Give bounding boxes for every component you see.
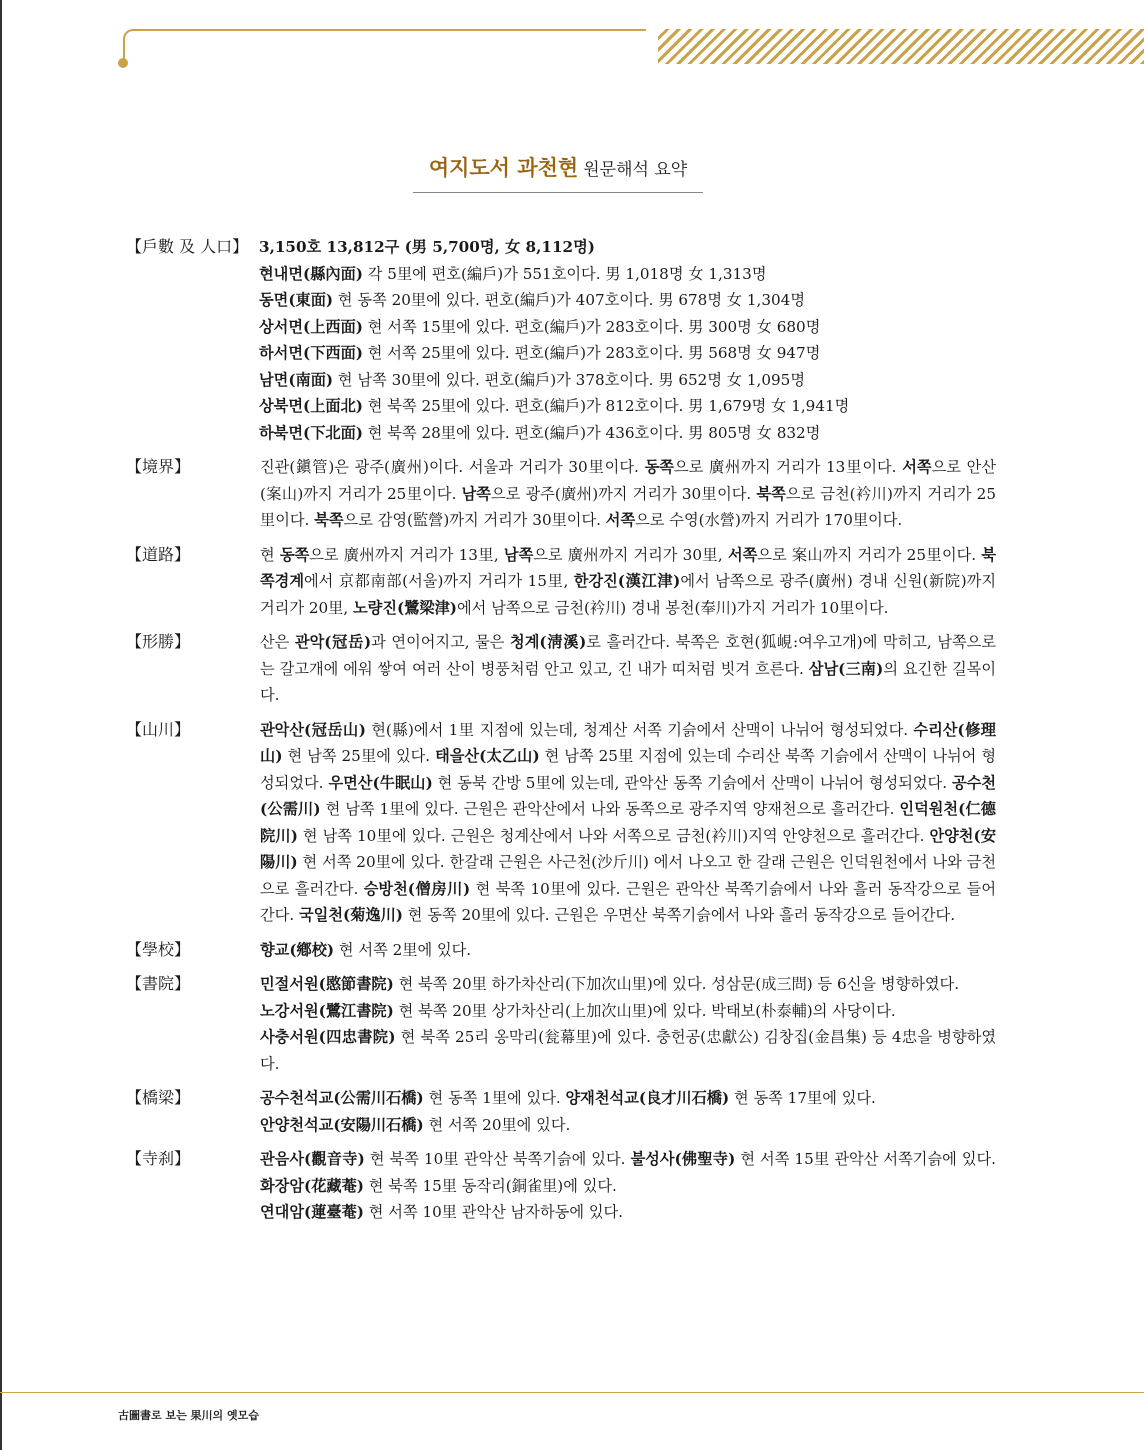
section-label-roads: 【道路】 — [126, 544, 191, 564]
footer-rule — [0, 1392, 1144, 1393]
section-body-temples: 관음사(觀音寺) 현 북쪽 10里 관악산 북쪽기슭에 있다. 불성사(佛聖寺) 현 서쪽 15里 관악산 서쪽기슭에 있다. 화장암(花藏菴) 현 북쪽 15里 동작리(銅雀里)에 있다. 연대암(蓮臺菴) 현 서쪽 10里 관악산 남자하동에 있다. — [260, 1150, 996, 1221]
section-body-academies: 민절서원(愍節書院) 현 북쪽 20里 하가차산리(下加次山里)에 있다. 성삼문(成三問) 등 6신을 병향하였다. 노강서원(鷺江書院) 현 북쪽 20里 상가차산리(上加次山里)에 있다. 박태보(朴泰輔)의 사당이다. 사충서원(四忠書院) 현 북쪽 25리 옹막리(瓮幕里)에 있다. 충헌공(忠獻公) 김창집(金昌集) 등 4忠을 병향하였다. — [260, 975, 996, 1073]
section-body-mountains: 관악산(冠岳山) 현(縣)에서 1里 지점에 있는데, 청계산 서쪽 기슭에서 산맥이 나뉘어 형성되었다. 수리산(修理山) 현 남쪽 25里에 있다. 태을산(太乙山) 현 남쪽 25里 지점에 있는데 수리산 북쪽 기슭에서 산맥이 나뉘어 형성되었다. 우면산(牛眠山) 현 동북 간방 5里에 있는데, 관악산 동쪽 기슭에서 산맥이 나뉘어 형성되었다. 공수천(公需川) 현 남쪽 1里에 있다. 근원은 관악산에서 나와 동쪽으로 광주지역 양재천으로 흘러간다. 인덕원천(仁德院川) 현 남쪽 10里에 있다. 근원은 청계산에서 나와 서쪽으로 금천(衿川)지역 안양천으로 흘러간다. 안양천(安陽川) 현 서쪽 20里에 있다. 한갈래 근원은 사근천(沙斤川) 에서 나오고 한 갈래 근원은 인덕원천에서 나와 금천으로 흘러간다. 승방천(僧房川) 현 북쪽 10里에 있다. 근원은 관악산 북쪽기슭에서 나와 흘러 동작강으로 들어간다. 국일천(菊逸川) 현 동쪽 20里에 있다. 근원은 우면산 북쪽기슭에서 나와 흘러 동작강으로 들어간다. — [260, 720, 997, 924]
section-label-school: 【學校】 — [126, 939, 191, 959]
district-row — [259, 340, 996, 367]
section-label-bridges: 【橋梁】 — [126, 1088, 191, 1107]
section-roads — [126, 542, 996, 622]
section-body-boundary: 진관(鎭管)은 광주(廣州)이다. 서울과 거리가 30里이다. 동쪽으로 廣州까지 거리가 13里이다. 서쪽으로 안산(案山)까지 거리가 25里이다. 남쪽으로 광주(廣州)까지 거리가 30里이다. 북쪽으로 금천(衿川)까지 거리가 25里이다. 북쪽으로 감영(監營)까지 거리가 30里이다. 서쪽으로 수영(水營)까지 거리가 170里이다. — [260, 458, 996, 529]
section-label-temples: 【寺刹】 — [126, 1149, 191, 1168]
left-border — [0, 0, 2, 1450]
section-terrain — [126, 629, 996, 709]
district-name: 남면(南面) — [259, 370, 334, 389]
section-label-terrain: 【形勝】 — [126, 632, 191, 651]
population-total: 3,150호 13,812구 (男 5,700명, 女 8,112명) — [259, 238, 595, 256]
title-sub: 원문해석 요약 — [583, 160, 688, 180]
district-detail: 현 북쪽 28里에 있다. 편호(編戶)가 436호이다. 男 805명 女 832명 — [362, 423, 821, 442]
section-label-population: 【戶數 及 人口】 — [126, 237, 249, 256]
section-academies — [126, 971, 996, 1077]
district-row — [259, 287, 996, 314]
section-bridges — [126, 1085, 996, 1138]
document-body — [126, 234, 996, 1234]
district-row — [259, 420, 996, 447]
district-name: 동면(東面) — [259, 291, 334, 309]
section-boundary — [126, 454, 996, 534]
district-detail: 현 서쪽 15里에 있다. 편호(編戶)가 283호이다. 男 300명 女 680명 — [362, 317, 821, 336]
section-label-mountains: 【山川】 — [126, 719, 191, 739]
district-row — [259, 261, 996, 288]
district-detail: 현 남쪽 30里에 있다. 편호(編戶)가 378호이다. 男 652명 女 1,095명 — [333, 370, 805, 389]
section-population — [126, 234, 996, 446]
section-body-terrain: 산은 관악(冠岳)과 연이어지고, 물은 청계(淸溪)로 흘러간다. 북쪽은 호현(狐峴:여우고개)에 막히고, 남쪽으로는 갈고개에 에워 쌓여 여러 산이 병풍처럼 안고 있고, 긴 내가 띠처럼 빗겨 흐른다. 삼남(三南)의 요긴한 길목이다. — [260, 633, 996, 704]
district-row — [259, 393, 996, 420]
district-name: 하서면(下西面) — [259, 344, 363, 362]
section-body-roads: 현 동쪽으로 廣州까지 거리가 13里, 남쪽으로 廣州까지 거리가 30里, 서쪽으로 案山까지 거리가 25里이다. 북쪽경계에서 京都南部(서울)까지 거리가 15里, 한강진(漢江津)에서 남쪽으로 광주(廣州) 경내 신원(新院)까지 거리가 20里, 노량진(鷺梁津)에서 남쪽으로 금천(衿川) 경내 봉천(奉川)가지 거리가 10里이다. — [260, 545, 996, 617]
section-school — [126, 937, 996, 964]
district-name: 상북면(上面北) — [259, 397, 363, 415]
section-mountains — [126, 717, 996, 929]
header-decoration-line — [123, 29, 646, 65]
footer-text: 古圖書로 보는 果川의 옛모습 — [118, 1409, 259, 1422]
district-name: 상서면(上西面) — [259, 317, 363, 336]
page-title — [413, 152, 703, 193]
section-label-academies: 【書院】 — [126, 974, 191, 993]
district-detail: 각 5里에 편호(編戶)가 551호이다. 男 1,018명 女 1,313명 — [362, 264, 767, 283]
district-row — [259, 367, 996, 394]
header-decoration-dot — [118, 58, 128, 68]
district-detail: 현 서쪽 25里에 있다. 편호(編戶)가 283호이다. 男 568명 女 947명 — [362, 344, 821, 362]
section-temples — [126, 1146, 996, 1226]
district-name: 하북면(下北面) — [259, 423, 363, 442]
section-body-school: 향교(鄕校) 현 서쪽 2里에 있다. — [260, 940, 472, 959]
district-name: 현내면(縣內面) — [259, 264, 363, 283]
title-main: 여지도서 과천현 — [428, 156, 579, 180]
district-row — [259, 314, 996, 341]
section-body-population — [259, 234, 996, 446]
header-hatch-pattern — [658, 29, 1144, 64]
district-detail: 현 동쪽 20里에 있다. 편호(編戶)가 407호이다. 男 678명 女 1,304명 — [333, 291, 805, 309]
section-body-bridges: 공수천석교(公需川石橋) 현 동쪽 1里에 있다. 양재천석교(良才川石橋) 현 동쪽 17里에 있다. 안양천석교(安陽川石橋) 현 서쪽 20里에 있다. — [260, 1089, 876, 1134]
section-label-boundary: 【境界】 — [126, 457, 191, 476]
district-detail: 현 북쪽 25里에 있다. 편호(編戶)가 812호이다. 男 1,679명 女 1,941명 — [362, 397, 850, 415]
